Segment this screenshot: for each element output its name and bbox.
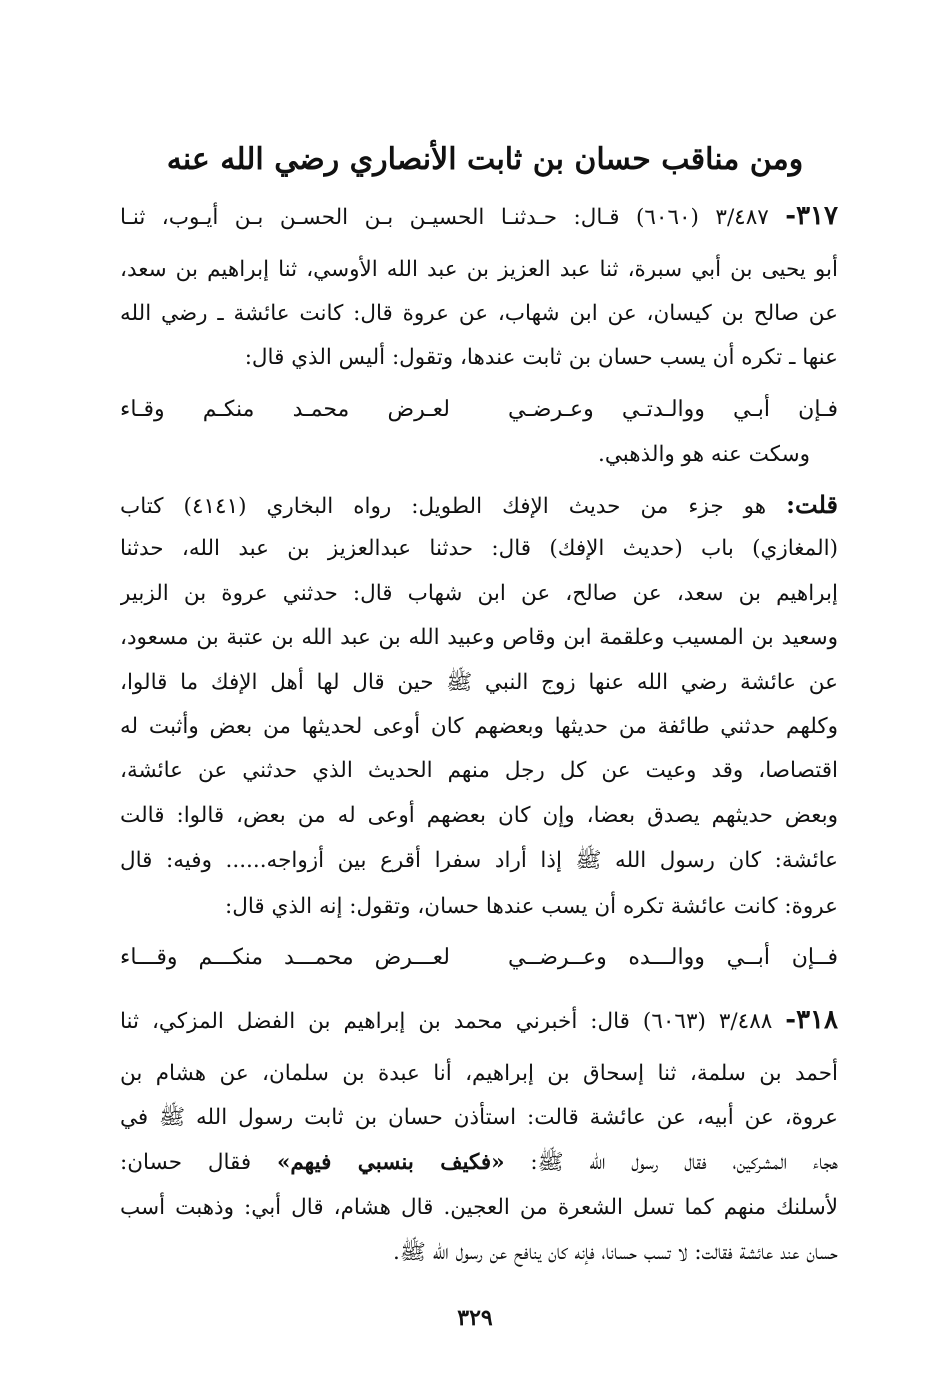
- entry-318-line-5: لأسلنك منهم كما تسل الشعرة من العجين. قال هشام، قال أبي: وذهبت أسب: [120, 1195, 838, 1220]
- commentary-line-6: وكلهم حدثني طائفة من حديثها وبعضهم كان أوعى لحديثها من بعض وأثبت له: [120, 714, 838, 739]
- entry-317-line-1: ٣١٧- ٣/٤٨٧ (٦٠٦٠) قـال: حـدثنـا الحسيـن بـن الحسـن بـن أيـوب، ثنـا: [120, 201, 838, 231]
- entry-317-verse: [120, 390, 838, 430]
- entry-318-line-2: أحمد بن سلمة، ثنا إسحاق بن إبراهيم، أنا عبدة بن سلمان، عن هشام بن: [120, 1061, 838, 1086]
- verse-hemistich-second: لعـــرض محمـــد منكـــم وقـــاء: [120, 945, 450, 970]
- commentary-line-9: عائشة: كان رسول الله ﷺ إذا أراد سفرا أقرع بين أزواجه...... وفيه: قال: [120, 848, 838, 873]
- commentary-line-8: وبعض حديثهم يصدق بعضا، وإن كان بعضهم أوعى له من بعض، قالوا: قالت: [120, 803, 838, 828]
- entry-318-line-3: عروة، عن أبيه، عن عائشة قالت: استأذن حسان بن ثابت رسول الله ﷺ في: [120, 1105, 838, 1130]
- section-title: ومن مناقب حسان بن ثابت الأنصاري رضي الله عنه: [166, 142, 804, 177]
- entry-318-line-1: ٣١٨- ٣/٤٨٨ (٦٠٦٣) قال: أخبرني محمد بن إبراهيم بن الفضل المزكي، ثنا: [120, 1005, 838, 1035]
- entry-317-line-2: أبو يحيى بن أبي سبرة، ثنا عبد العزيز بن عبد الله الأوسي، ثنا إبراهيم بن سعد،: [120, 257, 838, 282]
- commentary-line-10: عروة: كانت عائشة تكره أن يسب عندها حسان، وتقول: إنه الذي قال:: [224, 894, 838, 919]
- entry-318-line-6: حسان عند عائشة فقالت: لا تسب حسانا، فإنه كان ينافح عن رسول الله ﷺ.: [393, 1240, 838, 1265]
- entry-317-grading: وسكت عنه هو والذهبي.: [598, 442, 810, 467]
- commentary-line-2: (المغازي) باب (حديث الإفك) قال: حدثنا عبدالعزيز بن عبد الله، حدثنا: [120, 536, 838, 561]
- entry-317-line-3: عن صالح بن كيسان، عن ابن شهاب، عن عروة قال: كانت عائشة ـ رضي الله: [120, 301, 838, 326]
- entry-318-number: ٣١٨-: [785, 1005, 838, 1035]
- entry-318-line-4: هجاء المشركين، فقال رسول الله ﷺ: «فكيف بنسبي فيهم» فقال حسان:: [120, 1150, 838, 1175]
- verse-hemistich-first: فــإن أبــي ووالـــده وعــرضــي: [508, 945, 838, 970]
- commentary-line-7: اقتصاصا، وقد وعيت عن كل رجل منهم الحديث الذي حدثني عن عائشة،: [120, 758, 838, 783]
- commentary-line-5: عن عائشة رضي الله عنها زوج النبي ﷺ حين قال لها أهل الإفك ما قالوا،: [120, 670, 838, 695]
- entry-317-line-4: عنها ـ تكره أن يسب حسان بن ثابت عندها، وتقول: أليس الذي قال:: [244, 345, 838, 370]
- prophet-quote: «فكيف بنسبي فيهم»: [276, 1150, 505, 1175]
- page-number: ٣٢٩: [457, 1305, 493, 1331]
- commentary-line-1: قلت: هو جزء من حديث الإفك الطويل: رواه البخاري (٤١٤١) كتاب: [120, 490, 838, 519]
- commentary-line-4: وسعيد بن المسيب وعلقمة ابن وقاص وعبيد الله بن عبد الله بن عتبة بن مسعود،: [120, 625, 838, 650]
- commentary-line-3: إبراهيم بن سعد، عن صالح، عن ابن شهاب قال: حدثني عروة بن الزبير: [120, 581, 838, 606]
- verse-hemistich-second: لعـرض محمـد منكـم وقـاء: [120, 397, 450, 422]
- commentary-label: قلت:: [786, 490, 838, 519]
- verse-hemistich-first: فـإن أبـي ووالـدتـي وعـرضـي: [508, 397, 838, 422]
- commentary-verse: [120, 938, 838, 978]
- entry-317-number: ٣١٧-: [785, 201, 838, 231]
